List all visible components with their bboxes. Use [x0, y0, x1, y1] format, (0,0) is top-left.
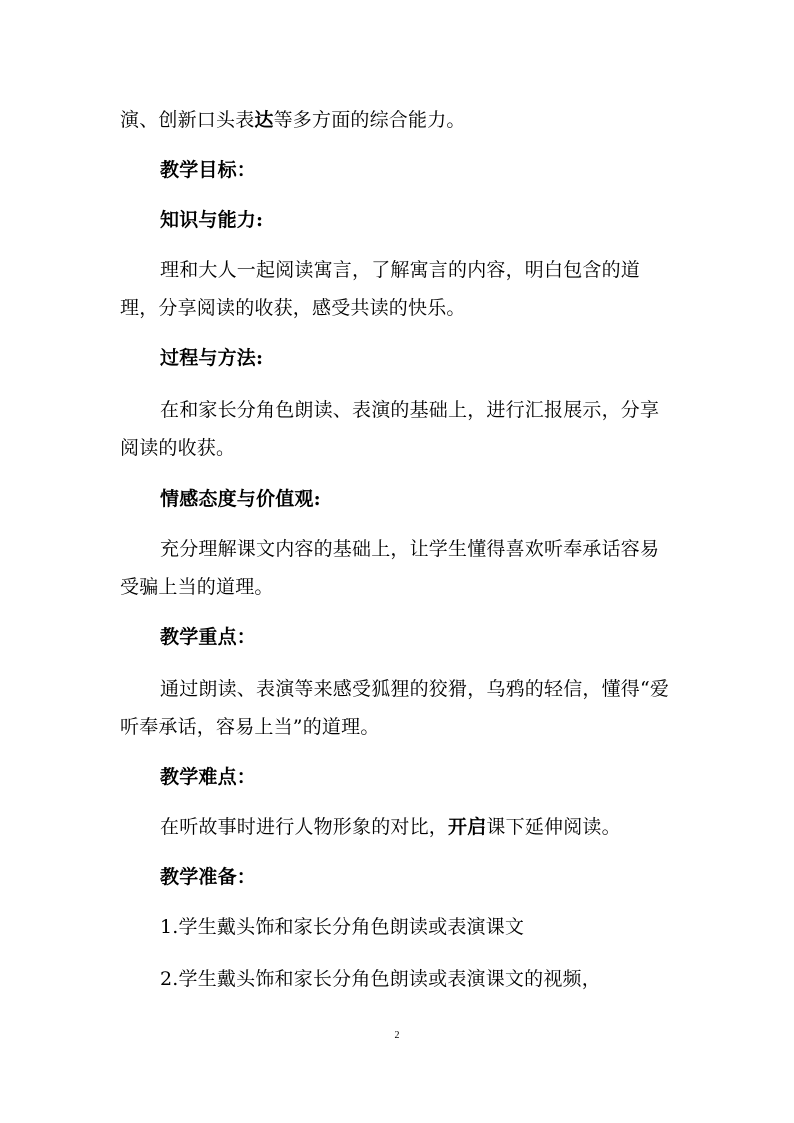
text-run: 演、创新口头表	[120, 109, 255, 131]
list-item: 1.学生戴头饰和家长分角色朗读或表演课文	[160, 916, 525, 938]
paragraph-continuation	[120, 108, 466, 132]
paragraph-line: 在和家长分角色朗读、表演的基础上，进行汇报展示，分享	[160, 399, 660, 421]
paragraph-line	[160, 815, 621, 839]
paragraph-line: 理和大人一起阅读寓言，了解寓言的内容，明白包含的道	[160, 259, 641, 281]
heading-emotion-values: 情感态度与价值观:	[160, 488, 321, 510]
paragraph-line: 理，分享阅读的收获，感受共读的快乐。	[120, 297, 466, 319]
heading-teaching-preparation: 教学准备：	[160, 866, 257, 888]
text-run: 等多方面的综合能力。	[273, 109, 466, 131]
page-number: 2	[394, 1030, 400, 1041]
bold-text-run: 达	[254, 109, 274, 131]
list-item: 2.学生戴头饰和家长分角色朗读或表演课文的视频，	[160, 968, 601, 990]
paragraph-line: 充分理解课文内容的基础上，让学生懂得喜欢听奉承话容易	[160, 538, 660, 560]
text-run: 在听故事时进行人物形象的对比，	[160, 816, 449, 838]
paragraph-line: 听奉承话，容易上当”的道理。	[120, 716, 380, 738]
paragraph-line: 通过朗读、表演等来感受狐狸的狡猾，乌鸦的轻信，懂得“爱	[160, 678, 670, 700]
bold-text-run: 开启	[448, 816, 487, 838]
heading-knowledge-ability: 知识与能力:	[160, 209, 264, 231]
heading-teaching-objectives: 教学目标：	[160, 159, 257, 181]
heading-teaching-difficulty: 教学难点：	[160, 766, 257, 788]
paragraph-line: 受骗上当的道理。	[120, 576, 274, 598]
text-run: 课下延伸阅读。	[486, 816, 621, 838]
heading-teaching-focus: 教学重点：	[160, 626, 257, 648]
heading-process-method: 过程与方法:	[160, 347, 264, 369]
paragraph-line: 阅读的收获。	[120, 437, 236, 459]
